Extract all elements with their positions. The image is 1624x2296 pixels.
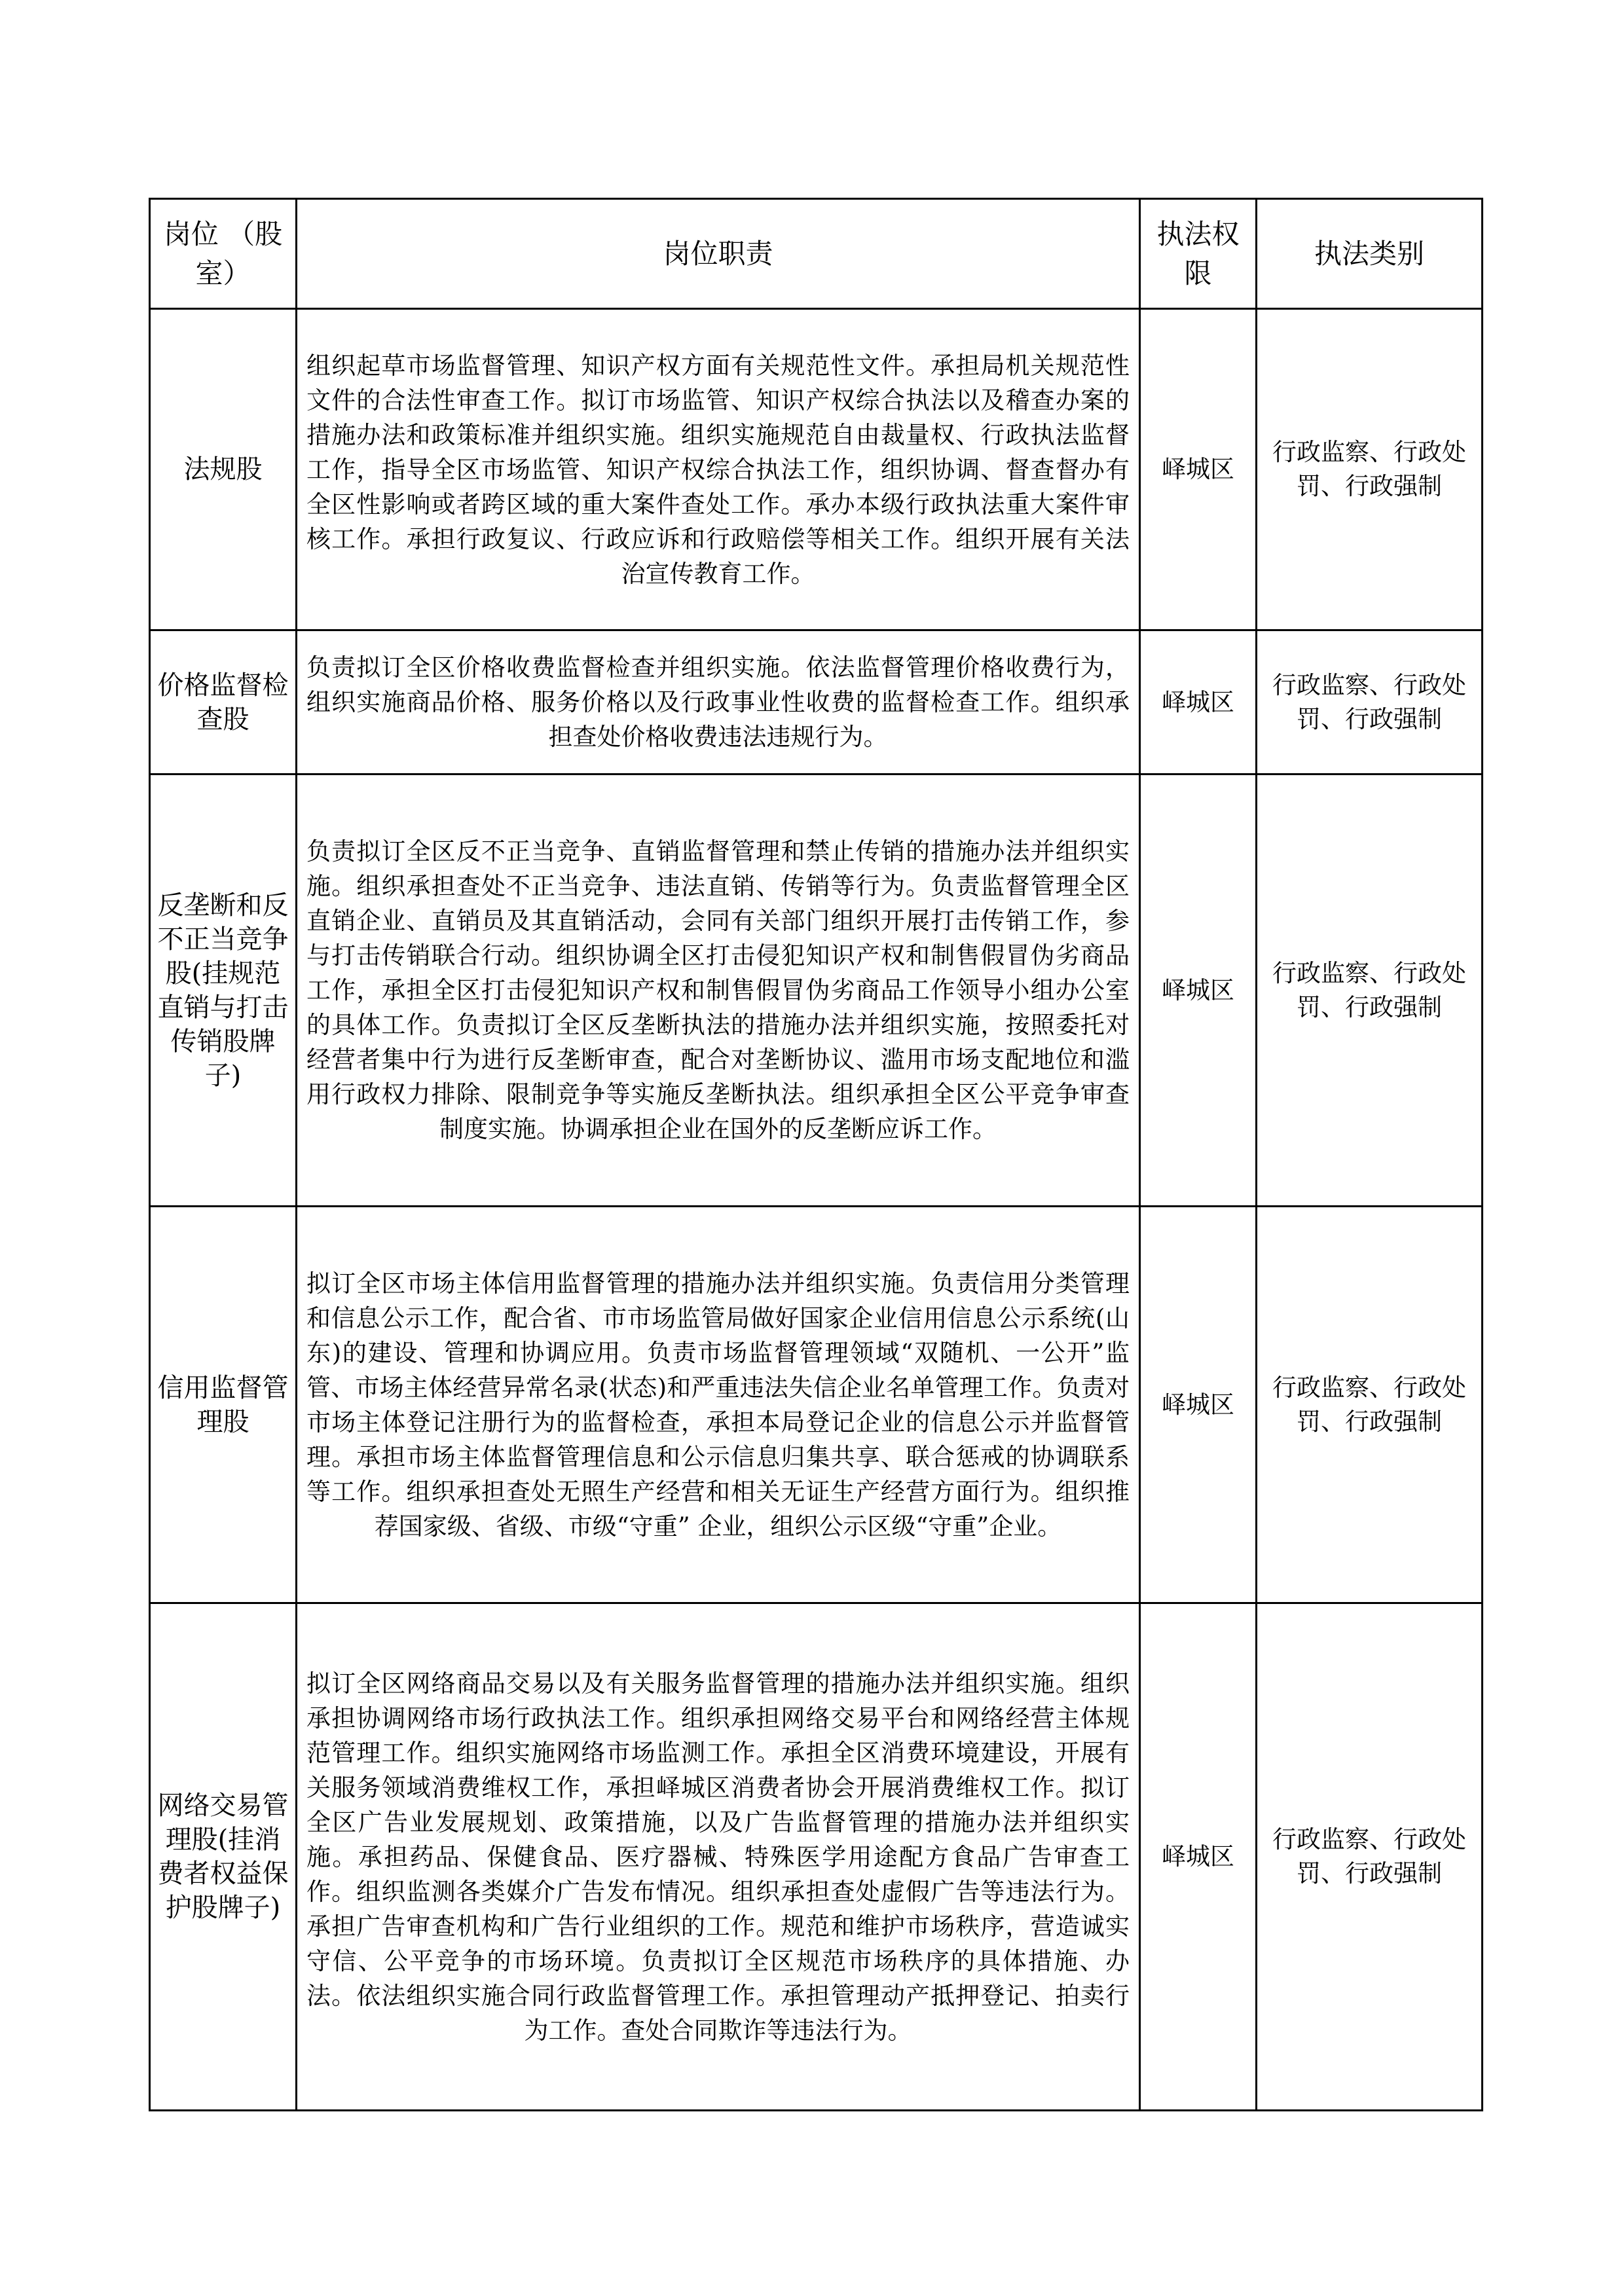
position-cell: 价格监督检查股 [150, 630, 297, 774]
header-position: 岗位 （股室） [150, 199, 297, 309]
type-cell: 行政监察、行政处罚、行政强制 [1257, 1207, 1483, 1603]
position-cell: 网络交易管理股(挂消费者权益保护股牌子) [150, 1603, 297, 2111]
type-cell: 行政监察、行政处罚、行政强制 [1257, 1603, 1483, 2111]
duty-cell: 负责拟订全区反不正当竞争、直销监督管理和禁止传销的措施办法并组织实施。组织承担查处不正当竞争、违法直销、传销等行为。负责监督管理全区直销企业、直销员及其直销活动，会同有关部门组织开展打击传销工作，参与打击传销联合行动。组织协调全区打击侵犯知识产权和制售假冒伪劣商品工作，承担全区打击侵犯知识产权和制售假冒伪劣商品工作领导小组办公室的具体工作。负责拟订全区反垄断执法的措施办法并组织实施，按照委托对经营者集中行为进行反垄断审查，配合对垄断协议、滥用市场支配地位和滥用行政权力排除、限制竞争等实施反垄断执法。组织承担全区公平竞争审查制度实施。协调承担企业在国外的反垄断应诉工作。 [297, 774, 1140, 1207]
type-cell: 行政监察、行政处罚、行政强制 [1257, 630, 1483, 774]
position-cell: 法规股 [150, 309, 297, 630]
header-type: 执法类别 [1257, 199, 1483, 309]
type-cell: 行政监察、行政处罚、行政强制 [1257, 774, 1483, 1207]
authority-cell: 峄城区 [1140, 1207, 1257, 1603]
table-row [150, 774, 1483, 1207]
authority-cell: 峄城区 [1140, 1603, 1257, 2111]
duty-table [149, 198, 1483, 2111]
header-duty: 岗位职责 [297, 199, 1140, 309]
position-cell: 反垄断和反不正当竞争股(挂规范直销与打击传销股牌子) [150, 774, 297, 1207]
table-row [150, 630, 1483, 774]
duty-cell: 负责拟订全区价格收费监督检查并组织实施。依法监督管理价格收费行为，组织实施商品价格、服务价格以及行政事业性收费的监督检查工作。组织承担查处价格收费违法违规行为。 [297, 630, 1140, 774]
table-row [150, 1603, 1483, 2111]
header-row [150, 199, 1483, 309]
header-authority: 执法权限 [1140, 199, 1257, 309]
duty-cell: 拟订全区市场主体信用监督管理的措施办法并组织实施。负责信用分类管理和信息公示工作，配合省、市市场监管局做好国家企业信用信息公示系统(山东)的建设、管理和协调应用。负责市场监督管理领域“双随机、一公开”监管、市场主体经营异常名录(状态)和严重违法失信企业名单管理工作。负责对市场主体登记注册行为的监督检查，承担本局登记企业的信息公示并监督管理。承担市场主体监督管理信息和公示信息归集共享、联合惩戒的协调联系等工作。组织承担查处无照生产经营和相关无证生产经营方面行为。组织推荐国家级、省级、市级“守重” 企业，组织公示区级“守重”企业。 [297, 1207, 1140, 1603]
position-cell: 信用监督管理股 [150, 1207, 297, 1603]
duty-cell: 拟订全区网络商品交易以及有关服务监督管理的措施办法并组织实施。组织承担协调网络市场行政执法工作。组织承担网络交易平台和网络经营主体规范管理工作。组织实施网络市场监测工作。承担全区消费环境建设，开展有关服务领域消费维权工作，承担峄城区消费者协会开展消费维权工作。拟订全区广告业发展规划、政策措施，以及广告监督管理的措施办法并组织实施。承担药品、保健食品、医疗器械、特殊医学用途配方食品广告审查工作。组织监测各类媒介广告发布情况。组织承担查处虚假广告等违法行为。承担广告审查机构和广告行业组织的工作。规范和维护市场秩序，营造诚实守信、公平竞争的市场环境。负责拟订全区规范市场秩序的具体措施、办法。依法组织实施合同行政监督管理工作。承担管理动产抵押登记、拍卖行为工作。查处合同欺诈等违法行为。 [297, 1603, 1140, 2111]
duty-cell: 组织起草市场监督管理、知识产权方面有关规范性文件。承担局机关规范性文件的合法性审查工作。拟订市场监管、知识产权综合执法以及稽查办案的措施办法和政策标准并组织实施。组织实施规范自由裁量权、行政执法监督工作，指导全区市场监管、知识产权综合执法工作，组织协调、督查督办有全区性影响或者跨区域的重大案件查处工作。承办本级行政执法重大案件审核工作。承担行政复议、行政应诉和行政赔偿等相关工作。组织开展有关法治宣传教育工作。 [297, 309, 1140, 630]
authority-cell: 峄城区 [1140, 309, 1257, 630]
authority-cell: 峄城区 [1140, 630, 1257, 774]
type-cell: 行政监察、行政处罚、行政强制 [1257, 309, 1483, 630]
table-row [150, 1207, 1483, 1603]
authority-cell: 峄城区 [1140, 774, 1257, 1207]
table-row [150, 309, 1483, 630]
